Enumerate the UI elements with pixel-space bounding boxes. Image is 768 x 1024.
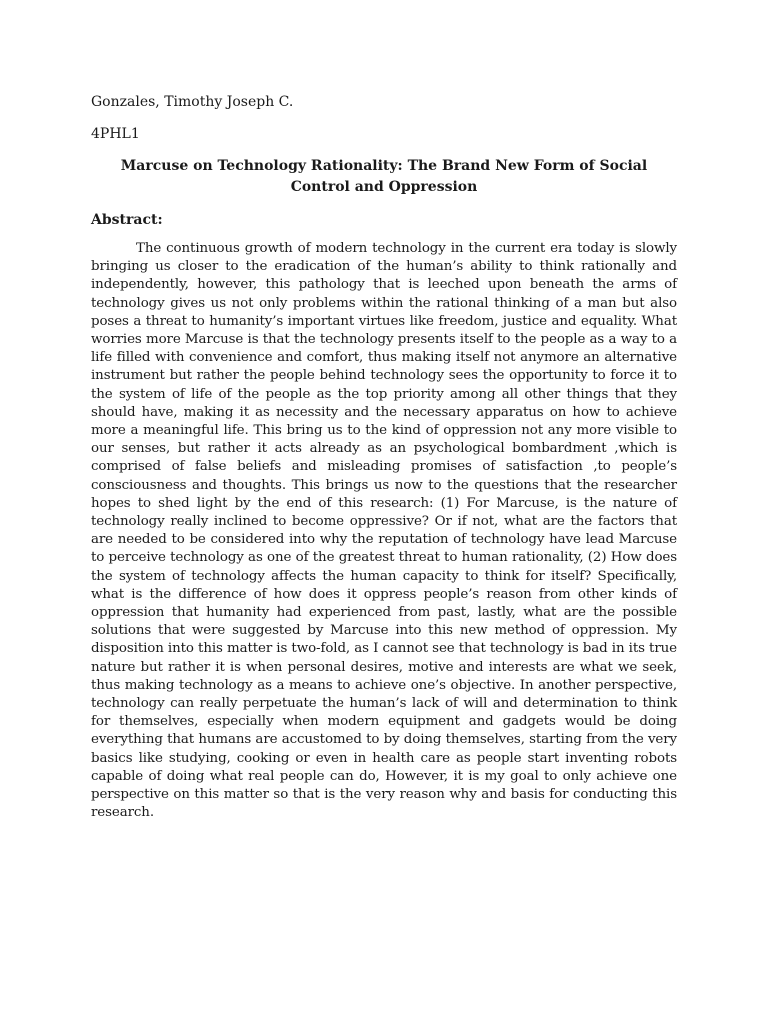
course-code: 4PHL1	[91, 126, 140, 142]
author-name: Gonzales, Timothy Joseph C.	[91, 94, 294, 110]
document-title: Marcuse on Technology Rationality: The Brand New Form of Social Control and Oppression	[120, 158, 648, 195]
document-content	[91, 92, 677, 823]
abstract-paragraph: The continuous growth of modern technology in the current era today is slowly bringing us closer to the eradication of the human’s ability to think rationally and independently, however, this pathology that is leeched upon beneath the arms of technology gives us not only problems within the rational thinking of a man but also poses a threat to humanity’s important virtues like freedom, justice and equality. What worries more Marcuse is that the technology presents itself to the people as a way to a life filled with convenience and comfort, thus making itself not anymore an alternative instrument but rather the people behind technology sees the opportunity to force it to the system of life of the people as the top priority among all other things that they should have, making it as necessity and the necessary apparatus on how to achieve more a meaningful life. This bring us to the kind of oppression not any more visible to our senses, but rather it acts already as an psychological bombardment ,which is comprised of false beliefs and misleading promises of satisfaction ,to people’s consciousness and thoughts. This brings us now to the questions that the researcher hopes to shed light by the end of this research: (1) For Marcuse, is the nature of technology really inclined to become oppressive? Or if not, what are the factors that are needed to be considered into why the reputation of technology have lead Marcuse to perceive technology as one of the greatest threat to human rationality, (2) How does the system of technology affects the human capacity to think for itself? Specifically, what is the difference of how does it oppress people’s reason from other kinds of oppression that humanity had experienced from past, lastly, what are the possible solutions that were suggested by Marcuse into this new method of oppression. My disposition into this matter is two-fold, as I cannot see that technology is bad in its true nature but rather it is when personal desires, motive and interests are what we seek, thus making technology as a means to achieve one’s objective. In another perspective, technology can really perpetuate the human’s lack of will and determination to think for themselves, especially when modern equipment and gadgets would be doing everything that humans are accustomed to by doing themselves, starting from the very basics like studying, cooking or even in health care as people start inventing robots capable of doing what real people can do, However, it is my goal to only achieve one perspective on this matter so that is the very reason why and basis for conducting this research.	[91, 241, 677, 821]
abstract-heading: Abstract:	[91, 212, 163, 228]
